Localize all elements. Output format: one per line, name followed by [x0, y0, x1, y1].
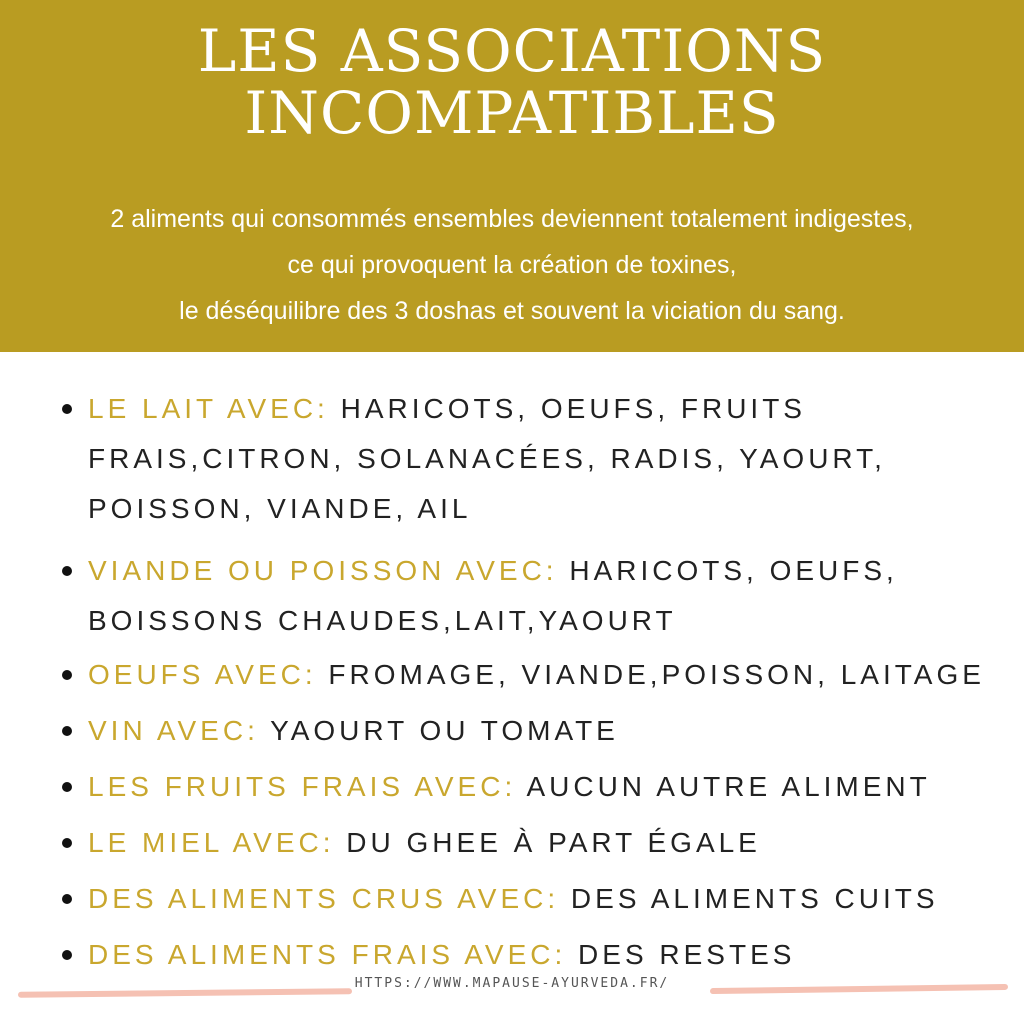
list-item: [60, 762, 1000, 812]
item-value: FROMAGE, VIANDE,POISSON, LAITAGE: [316, 659, 985, 690]
subtitle-line: 2 aliments qui consommés ensembles deviennent totalement indigestes,: [110, 205, 914, 233]
title-line: INCOMPATIBLES: [244, 79, 780, 147]
item-value: AUCUN AUTRE ALIMENT: [516, 771, 931, 802]
list-item: [60, 930, 1000, 980]
item-key: DES ALIMENTS CRUS AVEC:: [88, 883, 560, 914]
item-value: DES ALIMENTS CUITS: [559, 883, 939, 914]
subtitle-line: le déséquilibre des 3 doshas et souvent la viciation du sang.: [179, 297, 845, 325]
title-line: LES ASSOCIATIONS: [197, 17, 827, 85]
item-key: VIN AVEC:: [88, 715, 259, 746]
item-key: LES FRUITS FRAIS AVEC:: [88, 771, 517, 802]
header-banner: [0, 0, 1024, 352]
list-item: [60, 874, 1000, 924]
item-value: HARICOTS, OEUFS, BOISSONS CHAUDES,LAIT,YAOURT: [88, 555, 898, 636]
list-item: [60, 546, 1000, 646]
item-key: VIANDE OU POISSON AVEC:: [88, 555, 558, 586]
list-item: [60, 650, 1000, 700]
item-value: DU GHEE À PART ÉGALE: [334, 827, 761, 858]
item-key: DES ALIMENTS FRAIS AVEC:: [88, 939, 567, 970]
footer: [0, 974, 1024, 1004]
website-url: HTTPS://WWW.MAPAUSE-AYURVEDA.FR/: [354, 976, 670, 991]
item-key: LE MIEL AVEC:: [88, 827, 335, 858]
list-item: [60, 706, 1000, 756]
list-item: [60, 818, 1000, 868]
incompatible-list: [60, 384, 1000, 980]
item-key: OEUFS AVEC:: [88, 659, 317, 690]
list-item: [60, 384, 1000, 534]
item-value: YAOURT OU TOMATE: [258, 715, 619, 746]
subtitle: [0, 196, 1024, 334]
page-title: [0, 17, 1024, 147]
item-value: HARICOTS, OEUFS, FRUITS FRAIS,CITRON, SOLANACÉES, RADIS, YAOURT, POISSON, VIANDE, AIL: [88, 393, 886, 524]
item-value: DES RESTES: [566, 939, 796, 970]
item-key: LE LAIT AVEC:: [88, 393, 329, 424]
subtitle-line: ce qui provoquent la création de toxines,: [287, 251, 737, 279]
